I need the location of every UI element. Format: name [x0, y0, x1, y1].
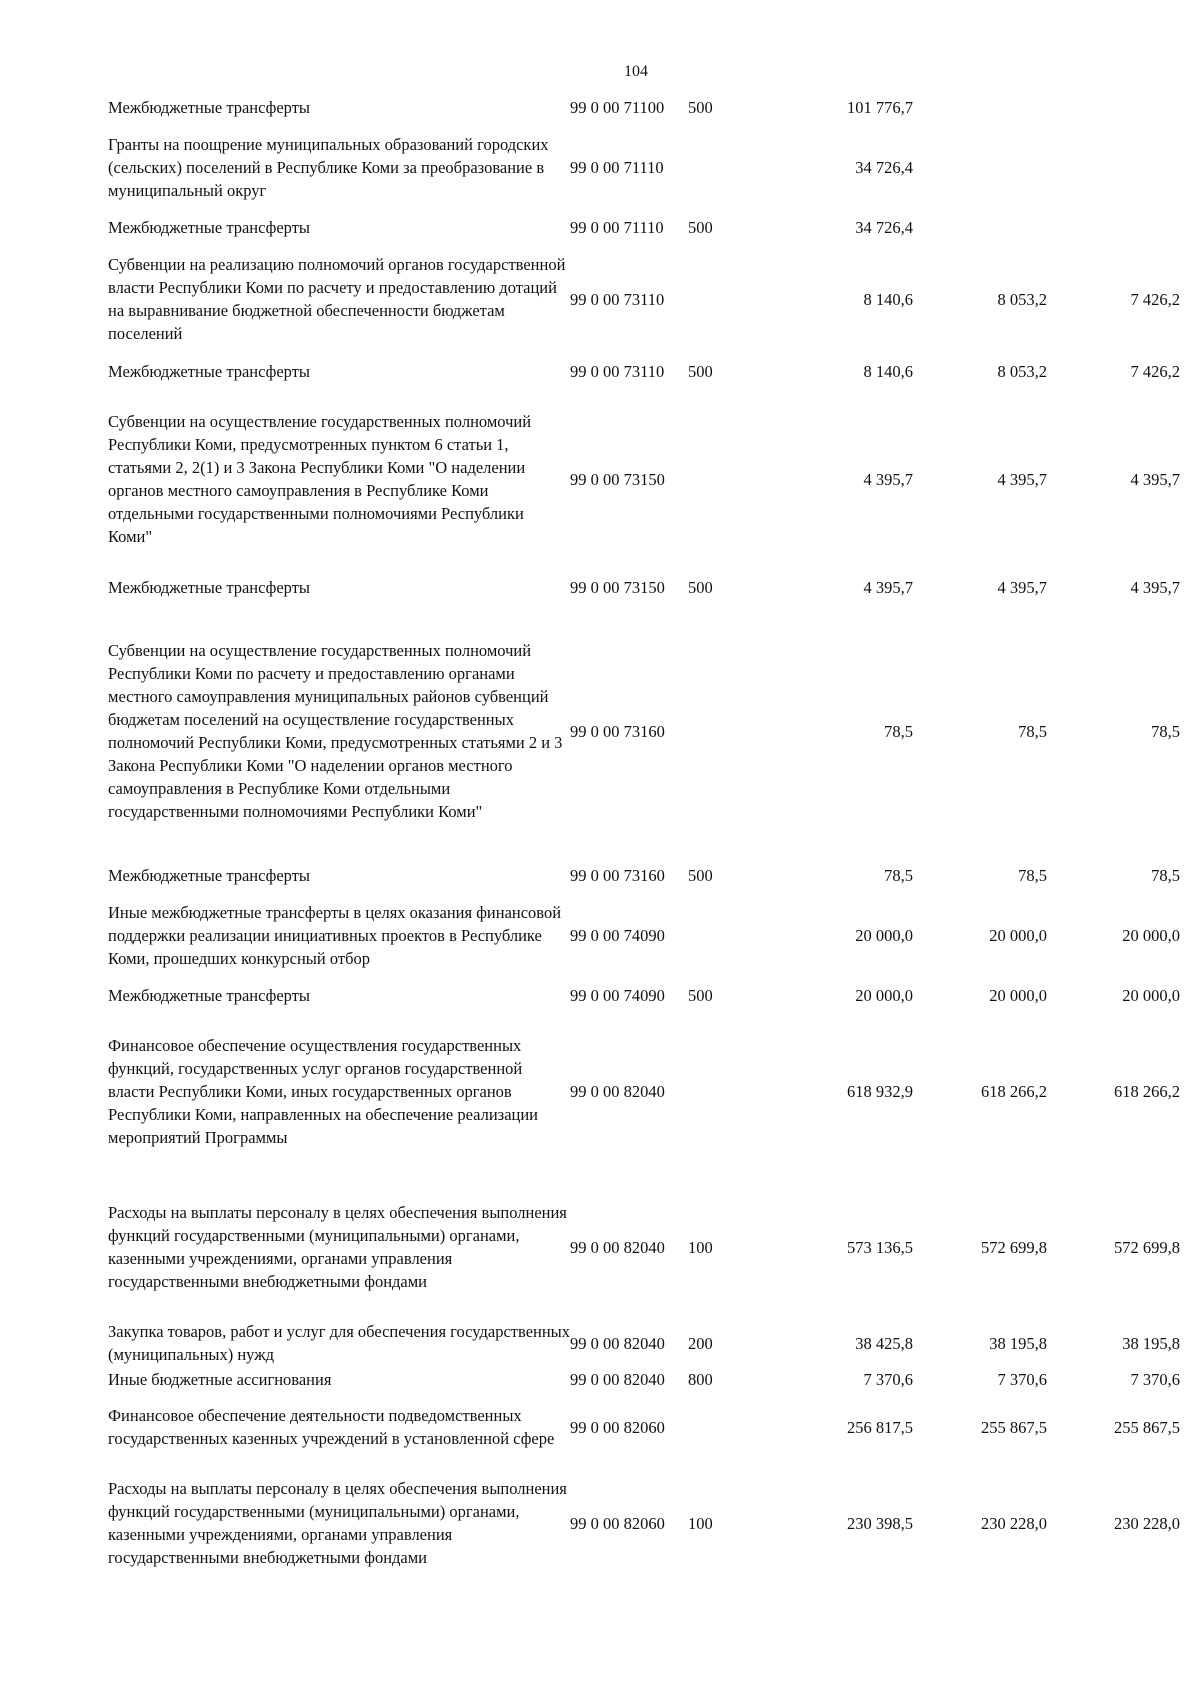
table-row — [108, 1391, 1180, 1463]
amount-year-2 — [913, 95, 1047, 119]
amount-year-2: 20 000,0 — [989, 925, 1047, 945]
target-article-code: 99 0 00 71110 — [570, 217, 664, 237]
amount-year-2 — [913, 119, 1047, 215]
row-name: Межбюджетные трансферты — [108, 217, 311, 237]
table-row — [108, 1007, 1180, 1175]
amount-year-1: 78,5 — [884, 721, 913, 741]
row-name: Межбюджетные трансферты — [108, 865, 311, 885]
expense-type-code — [688, 887, 748, 983]
target-article-code: 99 0 00 73150 — [570, 577, 665, 597]
target-article-code: 99 0 00 73150 — [570, 469, 665, 489]
expense-type-code: 800 — [688, 1369, 713, 1389]
amount-year-2: 7 370,6 — [997, 1369, 1047, 1389]
amount-year-2: 572 699,8 — [981, 1237, 1047, 1257]
table-row — [108, 119, 1180, 215]
budget-table — [108, 95, 1180, 1583]
amount-year-3 — [1047, 95, 1180, 119]
expense-type-code: 100 — [688, 1513, 713, 1533]
row-name: Иные межбюджетные трансферты в целях оказания финансовой поддержки реализации инициативных проектов в Республике Коми, прошедших конкурсный отбор — [108, 902, 562, 968]
amount-year-2: 4 395,7 — [997, 577, 1047, 597]
amount-year-1: 34 726,4 — [855, 157, 913, 177]
page-number: 104 — [624, 63, 648, 80]
table-row — [108, 359, 1180, 383]
amount-year-1: 20 000,0 — [855, 925, 913, 945]
amount-year-1: 34 726,4 — [855, 217, 913, 237]
amount-year-2: 4 395,7 — [997, 469, 1047, 489]
amount-year-3: 618 266,2 — [1114, 1081, 1180, 1101]
row-name: Субвенции на осуществление государственных полномочий Республики Коми, предусмотренных пунктом 6 статьи 1, статьями 2, 2(1) и 3 Закона Республики Коми "О наделении органов местного самоуправления в Республике Коми отдельными государственными полномочиями Республики Коми" — [108, 412, 532, 546]
expense-type-code: 500 — [688, 361, 713, 381]
row-name: Межбюджетные трансферты — [108, 985, 311, 1005]
amount-year-3: 7 426,2 — [1130, 361, 1180, 381]
amount-year-3: 230 228,0 — [1114, 1513, 1180, 1533]
row-name: Расходы на выплаты персоналу в целях обеспечения выполнения функций государственными (муниципальными) органами, казенными учреждениями, органами управления государственными внебюджетными фондами — [108, 1479, 567, 1567]
expense-type-code: 100 — [688, 1237, 713, 1257]
row-name: Гранты на поощрение муниципальных образований городских (сельских) поселений в Республике Коми за преобразование в муниципальный округ — [108, 134, 549, 200]
row-name: Расходы на выплаты персоналу в целях обеспечения выполнения функций государственными (муниципальными) органами, казенными учреждениями, органами управления государственными внебюджетными фондами — [108, 1203, 567, 1291]
target-article-code: 99 0 00 74090 — [570, 985, 665, 1005]
row-name: Субвенции на осуществление государственных полномочий Республики Коми по расчету и предоставлению органами местного самоуправления муниципальных районов субвенций бюджетам поселений на осуществление государственных полномочий Республики Коми, предусмотренных статьями 2 и 3 Закона Республики Коми "О наделении органов местного самоуправления в Республике Коми отдельными государственными полномочиями Республики Коми" — [108, 641, 563, 821]
amount-year-3: 4 395,7 — [1130, 577, 1180, 597]
table-row — [108, 95, 1180, 119]
table-row — [108, 863, 1180, 887]
target-article-code: 99 0 00 73160 — [570, 721, 665, 741]
amount-year-3: 78,5 — [1151, 721, 1180, 741]
expense-type-code: 500 — [688, 577, 713, 597]
table-row — [108, 983, 1180, 1007]
amount-year-1: 4 395,7 — [863, 469, 913, 489]
table-row — [108, 1367, 1180, 1391]
table-row — [108, 1463, 1180, 1583]
amount-year-2: 78,5 — [1018, 865, 1047, 885]
target-article-code: 99 0 00 74090 — [570, 925, 665, 945]
amount-year-3: 38 195,8 — [1122, 1333, 1180, 1353]
expense-type-code: 500 — [688, 865, 713, 885]
amount-year-2: 8 053,2 — [997, 361, 1047, 381]
target-article-code: 99 0 00 73110 — [570, 361, 665, 381]
row-name: Финансовое обеспечение осуществления государственных функций, государственных услуг органов государственной власти Республики Коми, иных государственных органов Республики Коми, направленных на обеспечение реализации мероприятий Программы — [108, 1035, 539, 1147]
expense-type-code — [688, 383, 748, 575]
amount-year-1: 20 000,0 — [855, 985, 913, 1005]
amount-year-2: 38 195,8 — [989, 1333, 1047, 1353]
target-article-code: 99 0 00 82040 — [570, 1333, 665, 1353]
amount-year-1: 618 932,9 — [847, 1081, 913, 1101]
amount-year-1: 256 817,5 — [847, 1417, 913, 1437]
row-name: Субвенции на реализацию полномочий органов государственной власти Республики Коми по расчету и предоставлению дотаций на выравнивание бюджетной обеспеченности бюджетам поселений — [108, 255, 566, 343]
expense-type-code — [688, 599, 748, 863]
table-row — [108, 215, 1180, 239]
amount-year-1: 573 136,5 — [847, 1237, 913, 1257]
amount-year-2: 230 228,0 — [981, 1513, 1047, 1533]
amount-year-1: 230 398,5 — [847, 1513, 913, 1533]
table-row — [108, 575, 1180, 599]
target-article-code: 99 0 00 71100 — [570, 97, 665, 117]
amount-year-3: 255 867,5 — [1114, 1417, 1180, 1437]
table-row — [108, 383, 1180, 575]
target-article-code: 99 0 00 82060 — [570, 1513, 665, 1533]
table-row — [108, 599, 1180, 863]
amount-year-1: 78,5 — [884, 865, 913, 885]
amount-year-1: 7 370,6 — [863, 1369, 913, 1389]
amount-year-3 — [1047, 215, 1180, 239]
target-article-code: 99 0 00 73160 — [570, 865, 665, 885]
expense-type-code: 200 — [688, 1333, 713, 1353]
row-name: Финансовое обеспечение деятельности подведомственных государственных казенных учреждений в установленной сфере — [108, 1406, 555, 1448]
expense-type-code: 500 — [688, 97, 713, 117]
row-name: Закупка товаров, работ и услуг для обеспечения государственных (муниципальных) нужд — [108, 1322, 571, 1364]
amount-year-1: 8 140,6 — [863, 361, 913, 381]
amount-year-2 — [913, 215, 1047, 239]
table-row — [108, 1319, 1180, 1367]
target-article-code: 99 0 00 82040 — [570, 1081, 665, 1101]
amount-year-2: 20 000,0 — [989, 985, 1047, 1005]
table-row — [108, 239, 1180, 359]
target-article-code: 99 0 00 82040 — [570, 1369, 665, 1389]
amount-year-3: 572 699,8 — [1114, 1237, 1180, 1257]
amount-year-3: 20 000,0 — [1122, 925, 1180, 945]
expense-type-code: 500 — [688, 217, 713, 237]
amount-year-3: 7 426,2 — [1130, 289, 1180, 309]
amount-year-2: 255 867,5 — [981, 1417, 1047, 1437]
target-article-code: 99 0 00 82060 — [570, 1417, 665, 1437]
amount-year-2: 78,5 — [1018, 721, 1047, 741]
expense-type-code — [688, 239, 748, 359]
row-name: Межбюджетные трансферты — [108, 361, 311, 381]
row-name: Иные бюджетные ассигнования — [108, 1369, 332, 1389]
target-article-code: 99 0 00 73110 — [570, 289, 665, 309]
expense-type-code — [688, 1007, 748, 1175]
amount-year-1: 38 425,8 — [855, 1333, 913, 1353]
amount-year-2: 618 266,2 — [981, 1081, 1047, 1101]
table-row — [108, 1175, 1180, 1319]
expense-type-code — [688, 119, 748, 215]
expense-type-code — [688, 1391, 748, 1463]
table-row — [108, 887, 1180, 983]
row-name: Межбюджетные трансферты — [108, 577, 311, 597]
row-name: Межбюджетные трансферты — [108, 97, 311, 117]
target-article-code: 99 0 00 82040 — [570, 1237, 665, 1257]
amount-year-3: 4 395,7 — [1130, 469, 1180, 489]
amount-year-1: 101 776,7 — [847, 97, 913, 117]
amount-year-1: 8 140,6 — [863, 289, 913, 309]
expense-type-code: 500 — [688, 985, 713, 1005]
target-article-code: 99 0 00 71110 — [570, 157, 664, 177]
amount-year-2: 8 053,2 — [997, 289, 1047, 309]
amount-year-3: 7 370,6 — [1130, 1369, 1180, 1389]
amount-year-1: 4 395,7 — [863, 577, 913, 597]
amount-year-3: 20 000,0 — [1122, 985, 1180, 1005]
amount-year-3 — [1047, 119, 1180, 215]
amount-year-3: 78,5 — [1151, 865, 1180, 885]
